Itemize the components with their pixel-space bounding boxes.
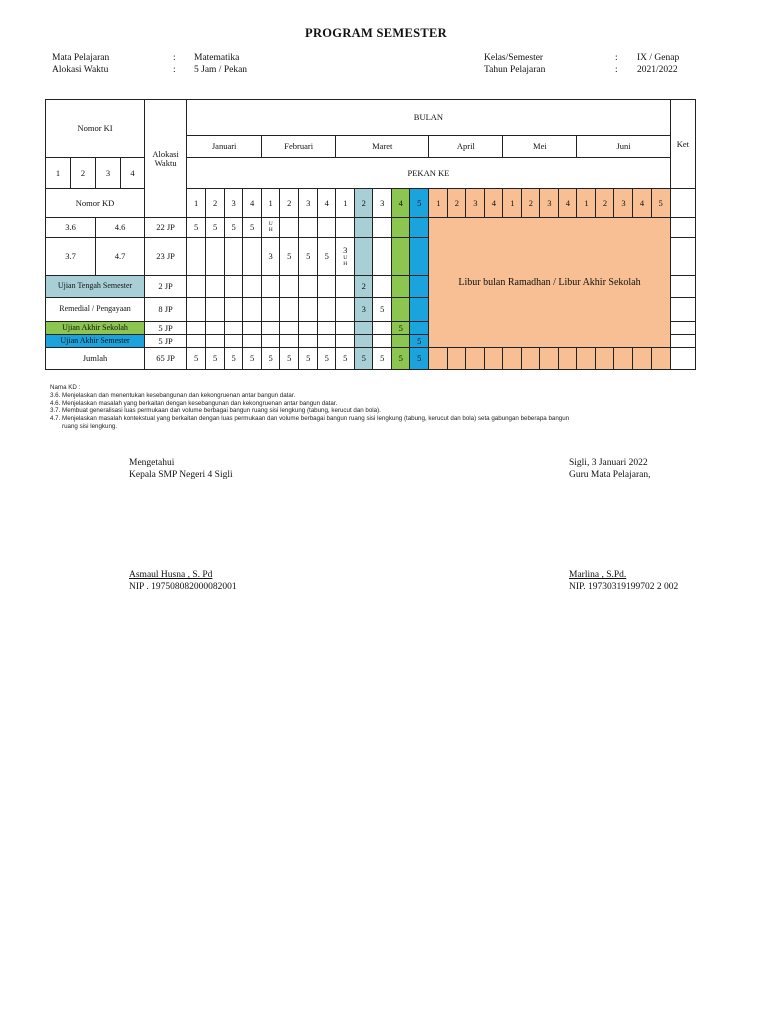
- week-cell: [410, 298, 429, 322]
- week-cell: [206, 238, 225, 276]
- week-cell: [299, 335, 318, 348]
- meta-values-right: [637, 52, 679, 76]
- place-date: Sigli, 3 Januari 2022: [569, 458, 648, 468]
- week-cell: [410, 322, 429, 335]
- jumlah-row: [46, 348, 696, 370]
- week-cell: [355, 335, 373, 348]
- week-cell: [410, 218, 429, 238]
- week-cell: [243, 335, 262, 348]
- month-april: April: [429, 136, 503, 158]
- week-cell: [522, 348, 540, 370]
- week-cell: 5: [299, 348, 318, 370]
- kepala-name: Asmaul Husna , S. Pd: [129, 570, 213, 580]
- ket-cell: [670, 335, 695, 348]
- week-cell: 5: [410, 335, 429, 348]
- week-cell: [262, 335, 280, 348]
- week-cell: [187, 238, 206, 276]
- week-number: 2: [596, 189, 614, 218]
- kepala-nip: NIP . 197508082000082001: [129, 582, 237, 592]
- week-cell: 5: [225, 218, 243, 238]
- week-cell: [429, 348, 448, 370]
- week-cell: [243, 298, 262, 322]
- week-cell: [336, 276, 355, 298]
- week-number: 5: [651, 189, 670, 218]
- note-item: 3.7. Membuat generalisasi luas permukaan dan volume berbagai bangun ruang sisi lengkung (tabung, kerucut dan bola).: [50, 407, 381, 415]
- week-cell: [299, 218, 318, 238]
- week-cell: [206, 335, 225, 348]
- note-item: 4.7. Menjelaskan masalah kontekstual yang berkaitan dengan luas permukaan dan volume berbagai bangun ruang sisi lengkung (tabung, kerucut dan bola) seta gabungan beberapa bangun: [50, 415, 570, 423]
- week-cell: [243, 322, 262, 335]
- week-cell: [299, 322, 318, 335]
- week-number: 3: [225, 189, 243, 218]
- uts-label: Ujian Tengah Semester: [46, 276, 145, 298]
- week-cell: [336, 218, 355, 238]
- guru-name: Marlina , S.Pd.: [569, 570, 627, 580]
- week-cell: [262, 276, 280, 298]
- week-cell: 5: [355, 348, 373, 370]
- week-number: 3: [299, 189, 318, 218]
- signature-kepala-name: [129, 569, 237, 593]
- week-cell: 5: [243, 348, 262, 370]
- meta-values-left: [194, 52, 247, 76]
- week-cell: 5: [206, 218, 225, 238]
- week-cell: [318, 335, 336, 348]
- week-cell: 5: [392, 322, 410, 335]
- week-cell: [540, 348, 559, 370]
- kd-number: 4.6: [96, 218, 145, 238]
- alokasi-label: Alokasi Waktu: [52, 65, 109, 75]
- week-cell: [392, 218, 410, 238]
- jp-cell: 65 JP: [145, 348, 187, 370]
- tahun-value: 2021/2022: [637, 65, 678, 75]
- nomor-kd-header: Nomor KD: [46, 189, 145, 218]
- alokasi-value: 5 Jam / Pekan: [194, 65, 248, 75]
- ket-header: Ket: [670, 100, 695, 189]
- week-number: 1: [577, 189, 596, 218]
- week-cell: [187, 335, 206, 348]
- week-cell: 5: [187, 348, 206, 370]
- week-number: 5: [410, 189, 429, 218]
- note-item: 4.6. Menjelaskan masalah yang berkaitan dengan kesebangunan dan kekongruenan antar bangun datar.: [50, 399, 338, 407]
- week-number: 1: [429, 189, 448, 218]
- ki-number: 3: [96, 158, 121, 189]
- week-cell: [225, 238, 243, 276]
- ket-cell: [670, 276, 695, 298]
- table-row: [46, 218, 696, 238]
- ket-cell: [670, 348, 695, 370]
- week-number: 3: [373, 189, 392, 218]
- week-cell: [225, 322, 243, 335]
- week-cell: [318, 298, 336, 322]
- ket-cell: [670, 189, 695, 218]
- libur-block: Libur bulan Ramadhan / Libur Akhir Sekolah: [429, 218, 670, 348]
- month-januari: Januari: [187, 136, 262, 158]
- week-cell: [225, 298, 243, 322]
- month-mei: Mei: [503, 136, 577, 158]
- nomor-ki-header: Nomor KI: [46, 100, 145, 158]
- week-cell: 3: [262, 238, 280, 276]
- week-number: 2: [355, 189, 373, 218]
- week-cell: 5: [318, 348, 336, 370]
- jp-cell: 8 JP: [145, 298, 187, 322]
- colon: :: [615, 53, 618, 63]
- week-cell: [187, 322, 206, 335]
- pekan-ke-header: PEKAN KE: [187, 158, 671, 189]
- guru-title: Guru Mata Pelajaran,: [569, 470, 651, 480]
- week-cell: 5: [262, 348, 280, 370]
- week-cell: [410, 238, 429, 276]
- notes-heading: Nama KD :: [50, 384, 81, 391]
- week-cell: [206, 322, 225, 335]
- week-cell: [373, 238, 392, 276]
- month-maret: Maret: [336, 136, 429, 158]
- week-cell: [373, 218, 392, 238]
- alokasi-waktu-header: Alokasi Waktu: [145, 100, 187, 218]
- week-cell: [262, 322, 280, 335]
- week-cell: 5: [299, 238, 318, 276]
- tahun-label: Tahun Pelajaran: [484, 65, 546, 75]
- signature-guru-name: [569, 569, 678, 593]
- jp-cell: 5 JP: [145, 322, 187, 335]
- ki-number: 2: [71, 158, 96, 189]
- week-cell: 5: [206, 348, 225, 370]
- week-cell: [187, 276, 206, 298]
- week-number: 1: [503, 189, 522, 218]
- week-cell: [633, 348, 651, 370]
- ket-cell: [670, 218, 695, 238]
- week-cell: [373, 335, 392, 348]
- week-number: 4: [559, 189, 577, 218]
- week-cell: [355, 218, 373, 238]
- note-item: ruang sisi lengkung.: [50, 422, 118, 430]
- jumlah-label: Jumlah: [46, 348, 145, 370]
- week-cell: [225, 335, 243, 348]
- ujian-akhir-semester-label: Ujian Akhir Semester: [46, 335, 145, 348]
- week-cell: 5: [280, 238, 299, 276]
- program-semester-table: [45, 99, 696, 370]
- week-cell: [392, 276, 410, 298]
- signature-guru: [569, 457, 651, 481]
- week-number: 3: [614, 189, 633, 218]
- remedial-label: Remedial / Pengayaan: [46, 298, 145, 322]
- week-cell: [336, 335, 355, 348]
- week-cell: [614, 348, 633, 370]
- week-cell: 5: [243, 218, 262, 238]
- week-cell: [466, 348, 485, 370]
- week-cell: [318, 218, 336, 238]
- week-cell: [355, 238, 373, 276]
- kd-notes: [50, 384, 695, 431]
- week-cell: [280, 218, 299, 238]
- week-cell: [206, 298, 225, 322]
- jp-cell: 2 JP: [145, 276, 187, 298]
- week-cell: [336, 322, 355, 335]
- week-cell: [485, 348, 503, 370]
- kd-number: 3.6: [46, 218, 96, 238]
- week-cell: [355, 322, 373, 335]
- week-cell: 5: [336, 348, 355, 370]
- kepala-title: Kepala SMP Negeri 4 Sigli: [129, 470, 233, 480]
- mengetahui-label: Mengetahui: [129, 458, 175, 468]
- week-cell: [262, 298, 280, 322]
- mapel-value: Matematika: [194, 53, 240, 63]
- week-number: 2: [280, 189, 299, 218]
- week-cell: [280, 276, 299, 298]
- week-cell: [280, 335, 299, 348]
- week-cell: 5: [392, 348, 410, 370]
- week-cell-uh: 3 U H: [336, 238, 355, 276]
- ki-number: 1: [46, 158, 71, 189]
- week-cell: [206, 276, 225, 298]
- week-cell: [299, 276, 318, 298]
- bulan-header: BULAN: [187, 100, 671, 136]
- week-cell: 5: [373, 348, 392, 370]
- week-cell: [280, 322, 299, 335]
- week-cell: 5: [373, 298, 392, 322]
- week-cell: [225, 276, 243, 298]
- week-cell-uh: U H: [262, 218, 280, 238]
- month-juni: Juni: [577, 136, 670, 158]
- week-cell: [577, 348, 596, 370]
- week-cell: 3: [355, 298, 373, 322]
- jp-cell: 23 JP: [145, 238, 187, 276]
- week-cell: 5: [225, 348, 243, 370]
- week-cell: [373, 276, 392, 298]
- week-cell: [373, 322, 392, 335]
- week-cell: [299, 298, 318, 322]
- week-number: 3: [540, 189, 559, 218]
- jp-cell: 5 JP: [145, 335, 187, 348]
- week-cell: [243, 276, 262, 298]
- meta-labels-left: [52, 52, 109, 76]
- ujian-akhir-sekolah-label: Ujian Akhir Sekolah: [46, 322, 145, 335]
- week-cell: [318, 322, 336, 335]
- week-cell: [336, 298, 355, 322]
- week-number: 1: [262, 189, 280, 218]
- week-cell: [392, 335, 410, 348]
- note-item: 3.6. Menjelaskan dan menentukan kesebangunan dan kekongruenan antar bangun datar.: [50, 391, 296, 399]
- week-cell: [503, 348, 522, 370]
- colon: :: [173, 53, 176, 63]
- signature-kepala: [129, 457, 233, 481]
- week-number: 2: [206, 189, 225, 218]
- week-number: 4: [392, 189, 410, 218]
- week-number: 4: [243, 189, 262, 218]
- week-number: 4: [633, 189, 651, 218]
- week-number: 1: [187, 189, 206, 218]
- month-februari: Februari: [262, 136, 336, 158]
- meta-colons-left: [173, 52, 176, 76]
- week-cell: 5: [187, 218, 206, 238]
- mapel-label: Mata Pelajaran: [52, 53, 110, 63]
- ket-cell: [670, 298, 695, 322]
- colon: :: [173, 65, 176, 75]
- week-number: 3: [466, 189, 485, 218]
- kd-number: 4.7: [96, 238, 145, 276]
- week-cell: [392, 238, 410, 276]
- guru-nip: NIP. 19730319199702 2 002: [569, 582, 679, 592]
- kelas-value: IX / Genap: [637, 53, 680, 63]
- week-cell: [596, 348, 614, 370]
- week-cell: [392, 298, 410, 322]
- week-cell: [187, 298, 206, 322]
- jp-cell: 22 JP: [145, 218, 187, 238]
- page-title: PROGRAM SEMESTER: [305, 26, 447, 40]
- week-cell: [243, 238, 262, 276]
- ki-number: 4: [121, 158, 145, 189]
- week-cell: 5: [280, 348, 299, 370]
- week-number: 4: [318, 189, 336, 218]
- week-cell: [651, 348, 670, 370]
- week-cell: [280, 298, 299, 322]
- meta-labels-right: [484, 52, 545, 76]
- week-cell: 2: [355, 276, 373, 298]
- kd-number: 3.7: [46, 238, 96, 276]
- week-cell: [410, 276, 429, 298]
- kelas-label: Kelas/Semester: [484, 53, 544, 63]
- ket-cell: [670, 238, 695, 276]
- week-number: 1: [336, 189, 355, 218]
- week-cell: 5: [318, 238, 336, 276]
- colon: :: [615, 65, 618, 75]
- week-number: 2: [522, 189, 540, 218]
- ket-cell: [670, 322, 695, 335]
- week-cell: 5: [410, 348, 429, 370]
- week-cell: [448, 348, 466, 370]
- week-number: 4: [485, 189, 503, 218]
- meta-colons-right: [615, 52, 618, 76]
- week-number: 2: [448, 189, 466, 218]
- week-cell: [559, 348, 577, 370]
- week-cell: [318, 276, 336, 298]
